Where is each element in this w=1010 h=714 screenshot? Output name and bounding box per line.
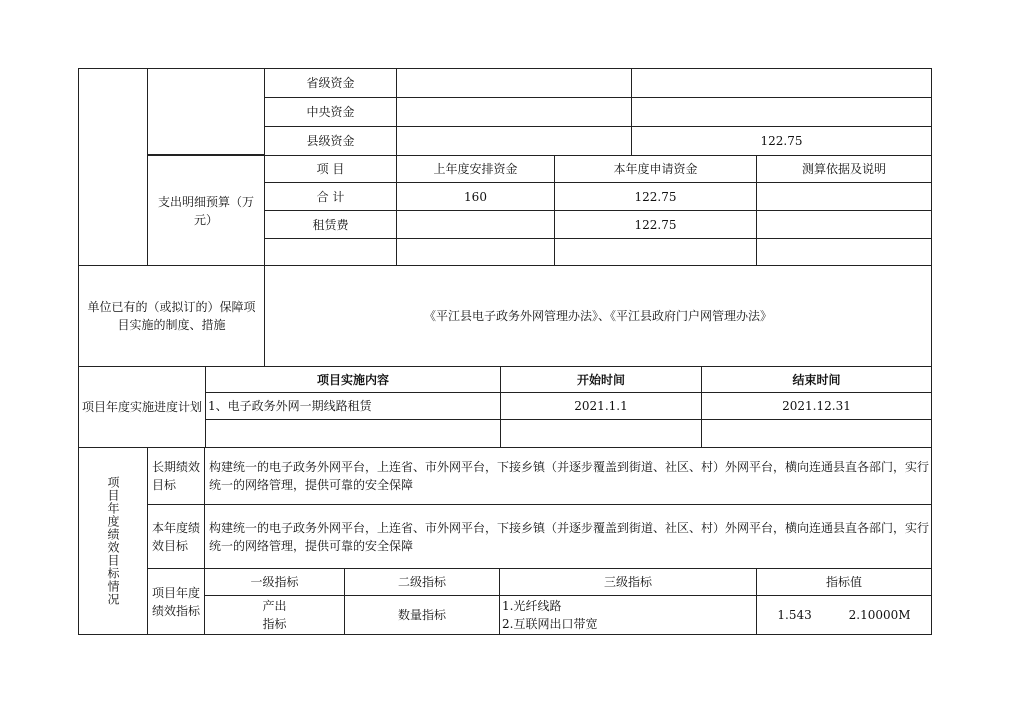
budget-header-item: 项 目 (264, 155, 397, 183)
budget-label: 支出明细预算（万元） (147, 155, 265, 266)
schedule-empty-start (500, 419, 702, 448)
schedule-header-start: 开始时间 (500, 366, 702, 393)
performance-label (78, 447, 148, 635)
budget-total-last: 160 (396, 182, 555, 211)
county-funds-label: 县级资金 (264, 126, 397, 156)
indicator-value-bandwidth: 2.10000M (848, 608, 911, 622)
indicator-header-level2: 二级指标 (344, 568, 500, 596)
indicator-level3-item: 2.互联网出口带宽 (502, 617, 598, 631)
provincial-funds-label: 省级资金 (264, 68, 397, 98)
indicator-value (756, 595, 932, 635)
schedule-row-start: 2021.1.1 (500, 392, 702, 420)
budget-lease-current: 122.75 (554, 210, 757, 239)
provincial-funds-note (631, 68, 932, 98)
central-funds-value (396, 97, 632, 127)
county-funds-amount: 122.75 (631, 126, 932, 156)
budget-total-current: 122.75 (554, 182, 757, 211)
indicator-level1 (204, 595, 345, 635)
schedule-empty-content (205, 419, 501, 448)
budget-empty-basis (756, 238, 932, 266)
schedule-empty-end (701, 419, 932, 448)
blank-cell (147, 68, 265, 155)
budget-lease-basis (756, 210, 932, 239)
indicator-level1-text: 产出指标 (262, 599, 287, 631)
indicator-label: 项目年度绩效指标 (147, 568, 205, 635)
blank-cell (78, 68, 148, 266)
budget-total-basis (756, 182, 932, 211)
long-term-label: 长期绩效目标 (147, 447, 205, 505)
indicator-header-level3: 三级指标 (499, 568, 757, 596)
provincial-funds-value (396, 68, 632, 98)
budget-header-last-year: 上年度安排资金 (396, 155, 555, 183)
indicator-level2: 数量指标 (344, 595, 500, 635)
annual-text: 构建统一的电子政务外网平台，上连省、市外网平台，下接乡镇（并逐步覆盖到街道、社区、村）外网平台，横向连通县直各部门，实行统一的网络管理，提供可靠的安全保障 (204, 504, 932, 569)
county-funds-value (396, 126, 632, 156)
budget-empty-item (264, 238, 397, 266)
indicator-header-level1: 一级指标 (204, 568, 345, 596)
schedule-row-end: 2021.12.31 (701, 392, 932, 420)
schedule-label: 项目年度实施进度计划 (78, 366, 206, 448)
indicator-header-value: 指标值 (756, 568, 932, 596)
central-funds-label: 中央资金 (264, 97, 397, 127)
schedule-header-end: 结束时间 (701, 366, 932, 393)
indicator-level3 (499, 595, 757, 635)
guarantee-label: 单位已有的（或拟订的）保障项目实施的制度、措施 (78, 265, 265, 367)
long-term-text: 构建统一的电子政务外网平台，上连省、市外网平台，下接乡镇（并逐步覆盖到街道、社区、村）外网平台，横向连通县直各部门，实行统一的网络管理，提供可靠的安全保障 (204, 447, 932, 505)
central-funds-note (631, 97, 932, 127)
guarantee-content: 《平江县电子政务外网管理办法》、《平江县政府门户网管理办法》 (264, 265, 932, 367)
schedule-header-content: 项目实施内容 (205, 366, 501, 393)
budget-empty-current (554, 238, 757, 266)
budget-header-basis: 测算依据及说明 (756, 155, 932, 183)
indicator-value-fiber: 1.543 (777, 608, 812, 622)
indicator-level3-item: 1.光纤线路 (502, 599, 562, 613)
performance-label-text: 项目年度绩效目标情况 (106, 476, 120, 606)
budget-table (78, 68, 932, 635)
budget-total-item: 合 计 (264, 182, 397, 211)
annual-label: 本年度绩效目标 (147, 504, 205, 569)
budget-empty-last (396, 238, 555, 266)
schedule-row-content: 1、电子政务外网一期线路租赁 (205, 392, 501, 420)
budget-lease-item: 租赁费 (264, 210, 397, 239)
budget-header-current-year: 本年度申请资金 (554, 155, 757, 183)
budget-lease-last (396, 210, 555, 239)
